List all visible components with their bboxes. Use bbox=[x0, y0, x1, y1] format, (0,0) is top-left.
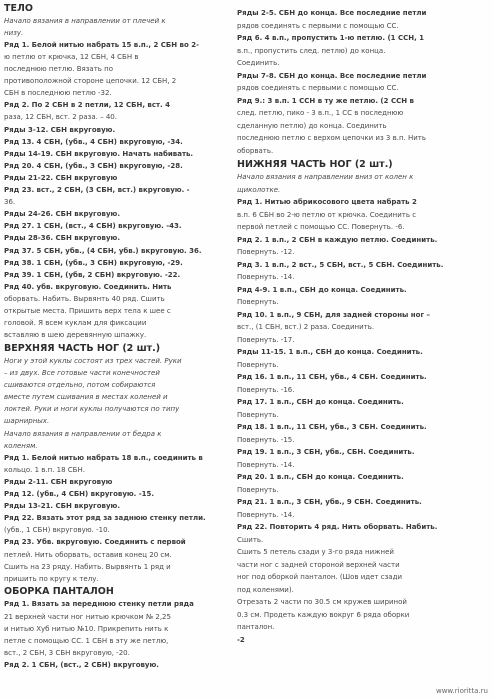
text-line: Ряд 19. 1 в.п., 3 СБН, убв., СБН. Соединить. bbox=[237, 448, 415, 456]
text-line: петлей. Нить оборвать, оставив конец 20 см. bbox=[4, 550, 172, 559]
text-line: Ряд 22. Повторить 4 ряд. Нить оборвать. Набить. bbox=[237, 523, 438, 531]
text-line: рядов соединять с первыми с помощью СС. bbox=[237, 84, 399, 92]
text-line: открытые места. Пришить верх тела к шее с bbox=[4, 307, 171, 315]
text-line: Ряд 17. 1 в.п., СБН до конца. Соединить. bbox=[237, 398, 404, 406]
text-line: Ряд 23. Убв. вкруговую. Соединить с первой bbox=[4, 538, 186, 547]
text-line: вместе путем сшивания в местах коленей и bbox=[4, 393, 168, 402]
text-line: вставляю в шею деревянную шпажку. bbox=[4, 331, 147, 340]
text-line: Повернуть. -14. bbox=[237, 273, 295, 281]
text-line: Повернуть. bbox=[237, 485, 279, 494]
text-line: Ряды 13-21. СБН вкруговую. bbox=[4, 502, 120, 511]
text-line: ю петлю от крючка, 12 СБН, 4 СБН в bbox=[4, 52, 139, 61]
text-line: Ряд 40. убв. вкруговую. Соединить. Нить bbox=[4, 282, 172, 291]
text-line: Начало вязания в направлении вниз от колен к bbox=[237, 173, 414, 181]
text-line: Ряд 3. 1 в.п., 2 вст., 5 СБН, вст., 5 СБН. Соединить. bbox=[237, 260, 444, 269]
text-line: Ряд 6. 4 в.п., пропустить 1-ю петлю. (1 ССН, 1 bbox=[237, 34, 425, 42]
section-heading: ТЕЛО bbox=[4, 2, 33, 14]
text-line: Ряд 38. 1 СБН, (убв., 3 СБН) вкруговую, -29. bbox=[4, 258, 183, 267]
text-line: Ряды 2-5. СБН до конца. Все последние петли bbox=[237, 9, 427, 17]
text-line: -2 bbox=[237, 635, 245, 644]
text-line: Ряд 22. Вязать этот ряд за заднюю стенку петли. bbox=[4, 514, 206, 523]
text-line: СБН в последнюю петлю -32. bbox=[4, 89, 112, 98]
text-line: в.п. 6 СБН во 2-ю петлю от крючка. Соединить с bbox=[237, 210, 417, 219]
text-line: (убв., 1 СБН) вкруговую. -10. bbox=[4, 526, 110, 535]
text-line: – из двух. Все готовые части конечностей bbox=[4, 369, 160, 377]
text-line: Ряд 12. (убв., 4 СБН) вкруговую. -15. bbox=[4, 490, 155, 498]
text-line: след. петлю, пико - 3 в.п., 1 СС в последнюю bbox=[237, 109, 404, 117]
section-heading: ВЕРХНЯЯ ЧАСТЬ НОГ (2 шт.) bbox=[4, 342, 161, 354]
text-line: Ряды 11-15. 1 в.п., СБН до конца. Соединить. bbox=[237, 348, 423, 356]
section-heading: ОБОРКА ПАНТАЛОН bbox=[4, 586, 114, 598]
text-line: Ряды 3-12. СБН вкруговую. bbox=[4, 125, 116, 134]
text-line: Ряд 18. 1 в.п., 11 СБН, убв., 3 СБН. Соединить. bbox=[237, 423, 427, 431]
text-line: панталон. bbox=[237, 623, 275, 631]
text-line: Ряд 2. 1 СБН, (вст., 2 СБН) вкруговую. bbox=[4, 660, 159, 669]
text-line: кольцо. 1 в.п. 18 СБН. bbox=[4, 465, 85, 474]
text-line: щиколотке. bbox=[237, 185, 281, 194]
text-line: последнюю петлю. Вязать по bbox=[4, 65, 114, 73]
text-line: пришить по кругу к телу. bbox=[4, 574, 99, 583]
text-line: Ряд 37. 5 СБН, убв., (4 СБН, убв.) вкруговую. 36. bbox=[4, 246, 202, 255]
text-line: первой петлей с помощью СС. Повернуть. -6. bbox=[237, 223, 405, 231]
text-line: оборвать. Набить. Вырвянть 40 ряд. Сшить bbox=[4, 294, 165, 303]
text-line: низу. bbox=[4, 28, 24, 37]
text-line: Ряд 9.: 3 в.п. 1 ССН в ту же петлю. (2 ССН в bbox=[237, 96, 414, 105]
text-line: оборвать. bbox=[237, 146, 274, 155]
text-line: Ряд 4-9. 1 в.п., СБН до конца. Соединить. bbox=[237, 285, 407, 294]
text-line: в.п., пропустить след. петлю) до конца. bbox=[237, 46, 386, 55]
text-line: шарнирных. bbox=[4, 417, 50, 426]
text-line: Ряд 1. Нитью абрикосового цвета набрать 2 bbox=[237, 198, 417, 206]
text-line: Повернуть. -15. bbox=[237, 435, 295, 444]
text-line: Сшить 5 петель сзади у 3-го ряда нижней bbox=[237, 548, 394, 556]
text-line: под коленями). bbox=[237, 585, 294, 594]
text-line: сшиваются отдельно, потом собираются bbox=[4, 381, 156, 390]
text-line: рядов соединять с первыми с помощью СС. bbox=[237, 21, 399, 30]
text-line: Ряд 23. вст., 2 СБН, (3 СБН, вст.) вкруговую. - bbox=[4, 186, 190, 194]
text-line: Ряд 1. Белой нитью набрать 18 в.п., соединить в bbox=[4, 453, 203, 462]
text-line: Ряд 2. По 2 СБН в 2 петли, 12 СБН, вст. 4 bbox=[4, 101, 171, 110]
text-line: 0.3 см. Продеть каждую вокруг 6 ряда оборки bbox=[237, 610, 410, 619]
text-line: Ноги у этой куклы состоят из трех частей. Руки bbox=[4, 356, 182, 365]
text-line: Повернуть. bbox=[237, 410, 279, 419]
text-line: 36. bbox=[4, 198, 16, 207]
text-line: коленям. bbox=[4, 441, 38, 450]
text-line: и нитью Хуб нитью №10. Прикрепить нить к bbox=[4, 624, 169, 633]
text-line: Ряд 2. 1 в.п., 2 СБН в каждую петлю. Соединить. bbox=[237, 235, 438, 244]
watermark: www.rioritta.ru bbox=[435, 687, 488, 695]
text-line: Повернуть. -17. bbox=[237, 335, 295, 344]
text-line: Ряд 1. Вязать за переднюю стенку петли ряда bbox=[4, 600, 194, 609]
text-line: последнюю петлю с верхом цепочки из 3 в.п. Нить bbox=[237, 134, 426, 142]
text-line: Ряд 21. 1 в.п., 3 СБН, убв., 9 СБН. Соединить. bbox=[237, 498, 422, 506]
text-line: Ряд 27. 1 СБН, (вст., 4 СБН) вкруговую. -43. bbox=[4, 222, 182, 231]
text-line: Ряд 10. 1 в.п., 9 СБН, для задней стороны ног – bbox=[237, 310, 431, 319]
text-line: Начало вязания в направлении от плечей к bbox=[4, 16, 166, 25]
text-line: Отрезать 2 части по 30.5 см кружев шириной bbox=[237, 598, 407, 606]
text-line: Повернуть. bbox=[237, 360, 279, 369]
text-line: Повернуть. -14. bbox=[237, 460, 295, 469]
text-line: Повернуть. -12. bbox=[237, 248, 295, 256]
text-line: Ряды 21-22. СБН вкруговую bbox=[4, 173, 118, 182]
text-line: раза, 12 СБН, вст. 2 раза. – 40. bbox=[4, 113, 117, 122]
text-line: петле с помощью СС. 1 СБН в эту же петлю, bbox=[4, 636, 169, 645]
text-line: сделанную петлю) до конца. Соединить bbox=[237, 121, 387, 130]
text-line: Повернуть. -16. bbox=[237, 385, 295, 394]
text-line: Ряд 39. 1 СБН, (убв, 2 СБН) вкруговую. -22. bbox=[4, 270, 181, 279]
text-line: Повернуть. bbox=[237, 298, 279, 306]
text-line: Ряд 20. 4 СБН, (убв., 3 СБН) вкруговую, -28. bbox=[4, 161, 183, 170]
text-line: части ног с задней стороной верхней части bbox=[237, 560, 400, 569]
text-line: Соединить. bbox=[237, 59, 280, 67]
text-line: Ряды 28-36. СБН вкруговую. bbox=[4, 234, 120, 243]
text-line: вст., (1 СБН, вст.) 2 раза. Соединить. bbox=[237, 323, 375, 331]
text-line: головой. Я всем куклам для фиксации bbox=[4, 319, 147, 328]
text-line: вст., 2 СБН, 3 СБН вкруговую, -20. bbox=[4, 648, 130, 657]
text-line: Повернуть. -14. bbox=[237, 510, 295, 519]
text-line: локтей. Руки и ноги куклы получаются по типу bbox=[4, 405, 180, 414]
text-line: Начало вязания в направлении от бедра к bbox=[4, 429, 162, 438]
text-line: противоположной стороне цепочки. 12 СБН, 2 bbox=[4, 77, 177, 86]
text-line: Сшить на 23 ряду. Набить. Вырвянть 1 ряд и bbox=[4, 562, 171, 571]
text-line: Ряд 13. 4 СБН, (убв., 4 СБН) вкруговую, -34. bbox=[4, 137, 183, 146]
text-line: Сшить. bbox=[237, 535, 264, 544]
text-line: Ряд 20. 1 в.п., СБН до конца. Соединить. bbox=[237, 473, 404, 481]
text-line: ног под оборкой панталон. (Шов идет сзади bbox=[237, 573, 402, 581]
text-line: Ряд 1. Белой нитью набрать 15 в.п., 2 СБН во 2- bbox=[4, 40, 199, 49]
text-line: Ряды 2-11. СБН вкруговую bbox=[4, 477, 113, 486]
section-heading: НИЖНЯЯ ЧАСТЬ НОГ (2 шт.) bbox=[237, 158, 393, 170]
text-line: Ряд 16. 1 в.п., 11 СБН, убв., 4 СБН. Соединить. bbox=[237, 373, 427, 381]
text-line: 21 верхней части ног нитью крючком № 2,25 bbox=[4, 612, 171, 621]
text-line: Ряды 7-8. СБН до конца. Все последние петли bbox=[237, 71, 427, 80]
text-line: Ряды 14-19. СБН вкруговую. Начать набивать. bbox=[4, 149, 194, 158]
text-line: Ряды 24-26. СБН вкруговую. bbox=[4, 210, 120, 219]
